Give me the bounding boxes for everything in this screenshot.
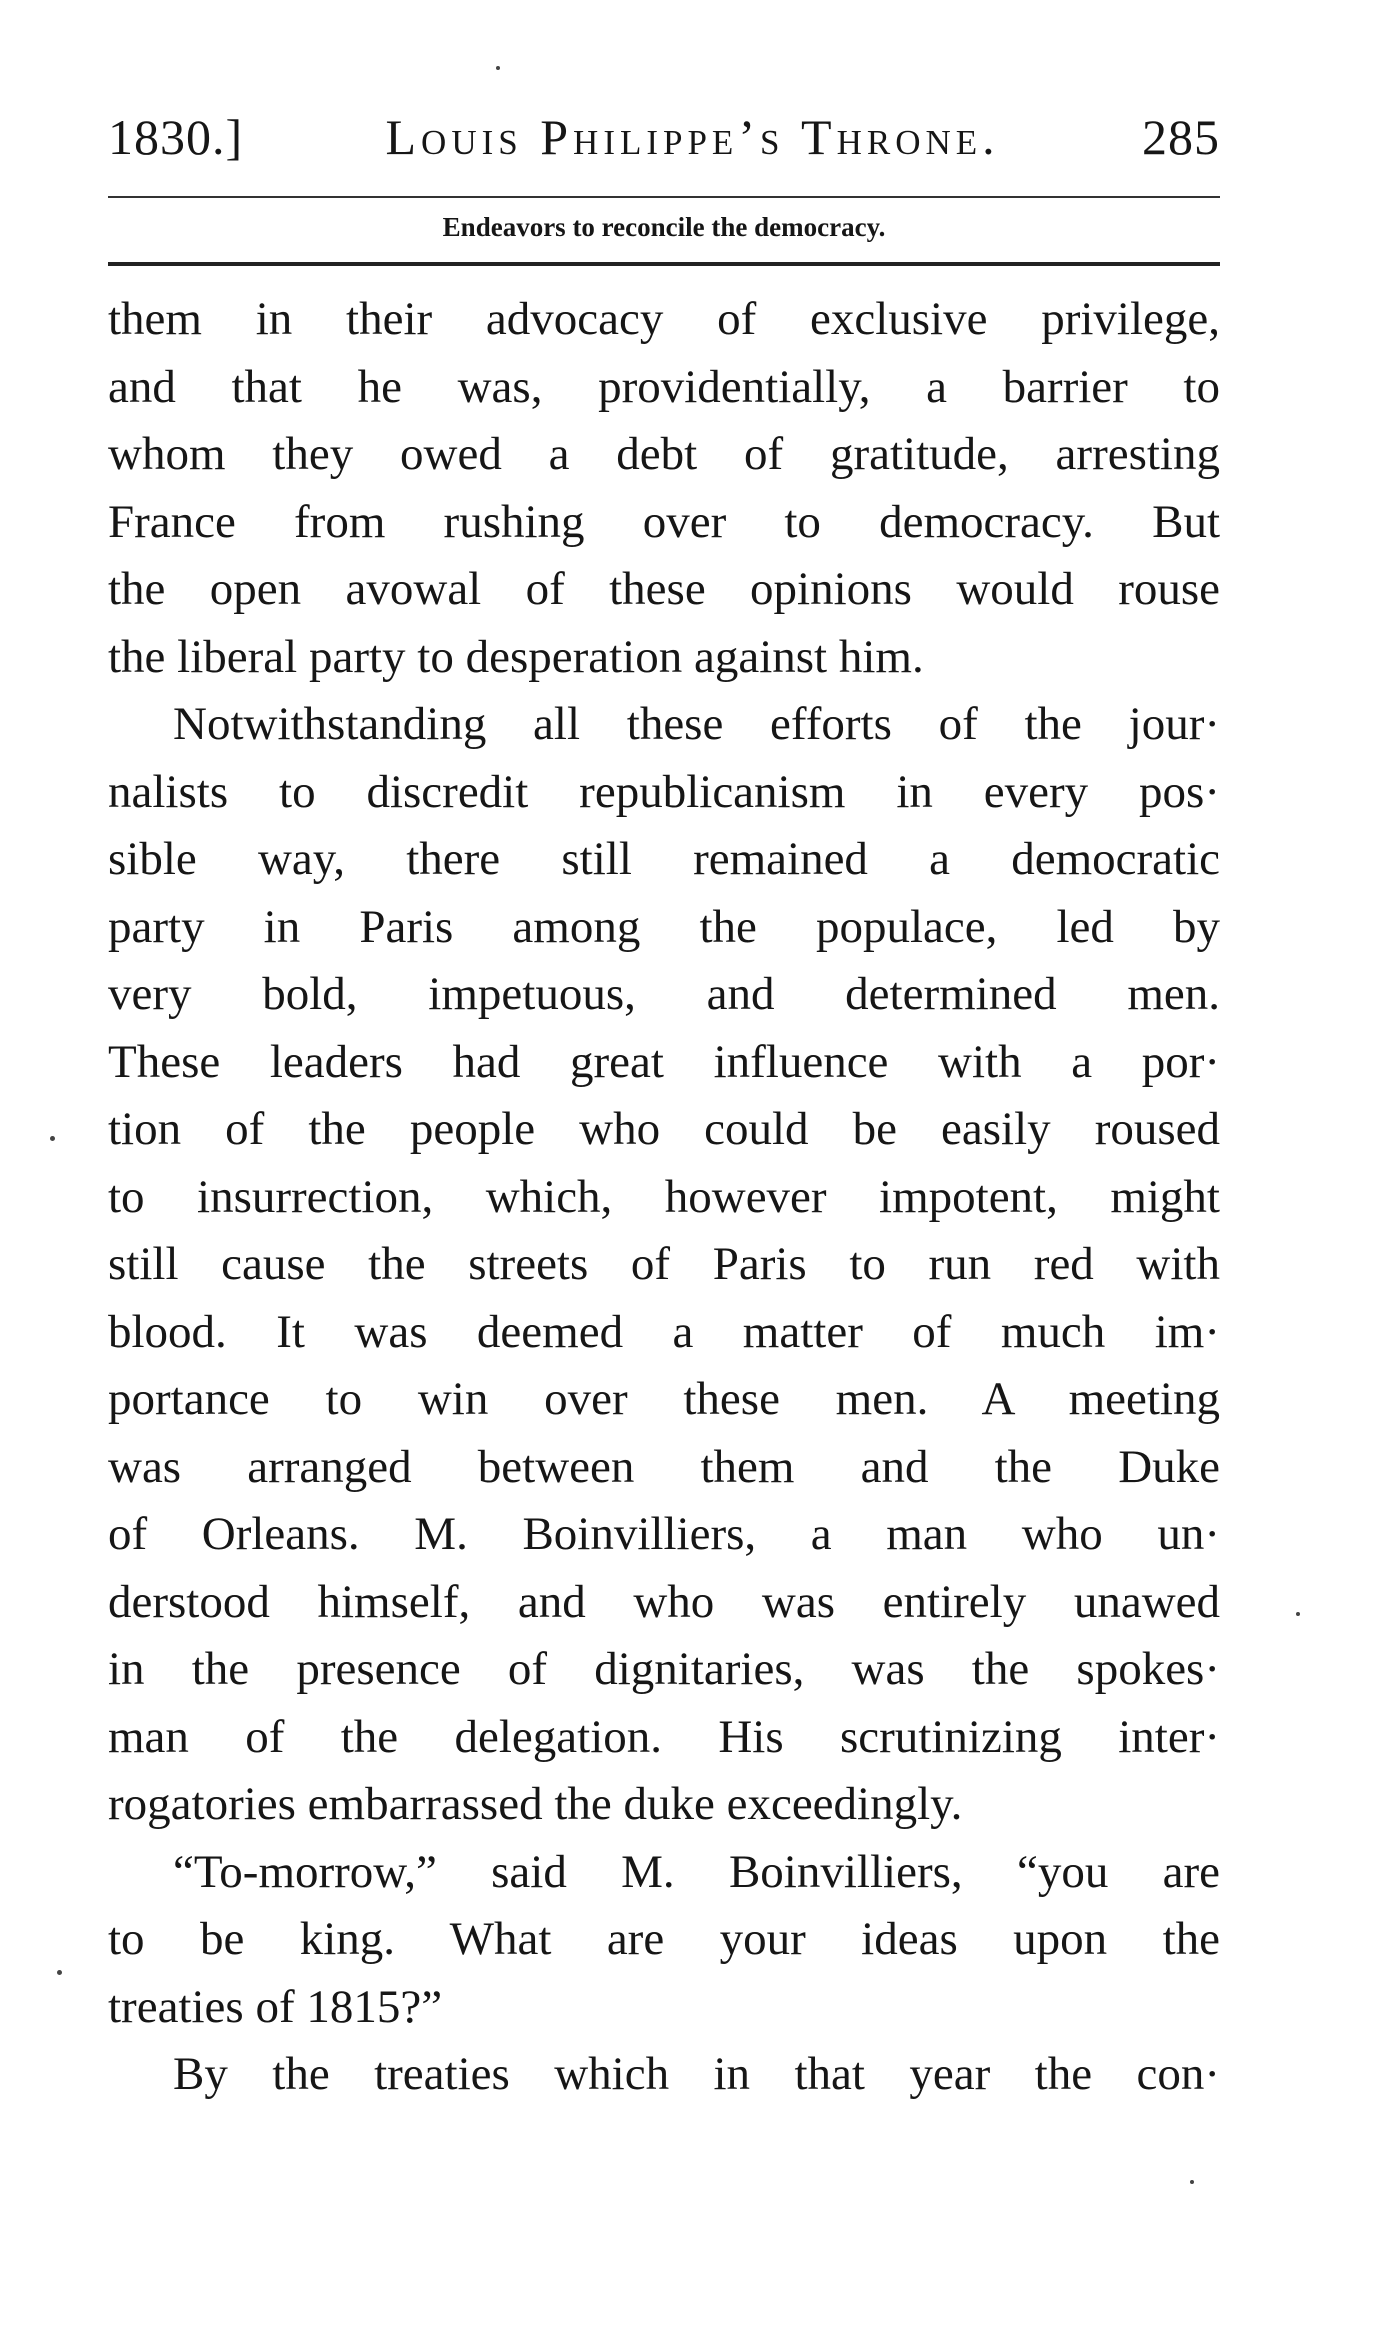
text-line: portance to win over these men. A meeting	[108, 1373, 1220, 1425]
text-line: the open avowal of these opinions would rouse	[108, 563, 1220, 615]
text-line: “To-morrow,” said M. Boinvilliers, “you are	[173, 1845, 1220, 1898]
running-header	[108, 108, 1220, 168]
text-line: to insurrection, which, however impotent, might	[108, 1170, 1220, 1223]
body-text	[108, 286, 1220, 2109]
text-line: derstood himself, and who was entirely unawed	[108, 1575, 1220, 1628]
ink-speck	[496, 66, 500, 70]
text-line: France from rushing over to democracy. But	[108, 495, 1220, 548]
text-line: them in their advocacy of exclusive privilege,	[108, 293, 1220, 345]
text-line: tion of the people who could be easily roused	[108, 1103, 1220, 1155]
text-line: These leaders had great influence with a por·	[108, 1035, 1220, 1088]
section-subheading: Endeavors to reconcile the democracy.	[442, 212, 886, 242]
text-line: blood. It was deemed a matter of much im·	[108, 1305, 1220, 1358]
text-line: very bold, impetuous, and determined men.	[108, 968, 1220, 1020]
text-line: treaties of 1815?”	[108, 1980, 443, 2033]
text-line: sible way, there still remained a democratic	[108, 833, 1220, 885]
text-line: still cause the streets of Paris to run red with	[108, 1238, 1220, 1290]
text-line: was arranged between them and the Duke	[108, 1440, 1220, 1493]
text-line: whom they owed a debt of gratitude, arresting	[108, 428, 1220, 480]
ink-speck	[1190, 2180, 1194, 2184]
text-line: nalists to discredit republicanism in every pos·	[108, 765, 1220, 818]
text-line: and that he was, providentially, a barrier to	[108, 360, 1220, 413]
header-year: 1830.]	[108, 109, 244, 165]
text-line: rogatories embarrassed the duke exceedingly.	[108, 1778, 963, 1830]
header-title: Louis Philippe’s Throne.	[385, 109, 1000, 165]
text-line: party in Paris among the populace, led by	[108, 900, 1220, 953]
text-line: of Orleans. M. Boinvilliers, a man who un·	[108, 1508, 1220, 1560]
ink-speck	[57, 1970, 62, 1975]
ink-speck	[50, 1136, 55, 1141]
text-line: By the treaties which in that year the con·	[173, 2048, 1220, 2100]
ink-speck	[1296, 1612, 1300, 1616]
header-rule	[108, 196, 1220, 198]
text-line: the liberal party to desperation against him.	[108, 630, 924, 683]
text-line: in the presence of dignitaries, was the spokes·	[108, 1643, 1220, 1695]
subheading-rule	[108, 262, 1220, 266]
text-line: Notwithstanding all these efforts of the jour·	[173, 698, 1220, 750]
text-line: to be king. What are your ideas upon the	[108, 1913, 1220, 1965]
page-number: 285	[1141, 109, 1220, 165]
text-line: man of the delegation. His scrutinizing inter·	[108, 1710, 1220, 1763]
